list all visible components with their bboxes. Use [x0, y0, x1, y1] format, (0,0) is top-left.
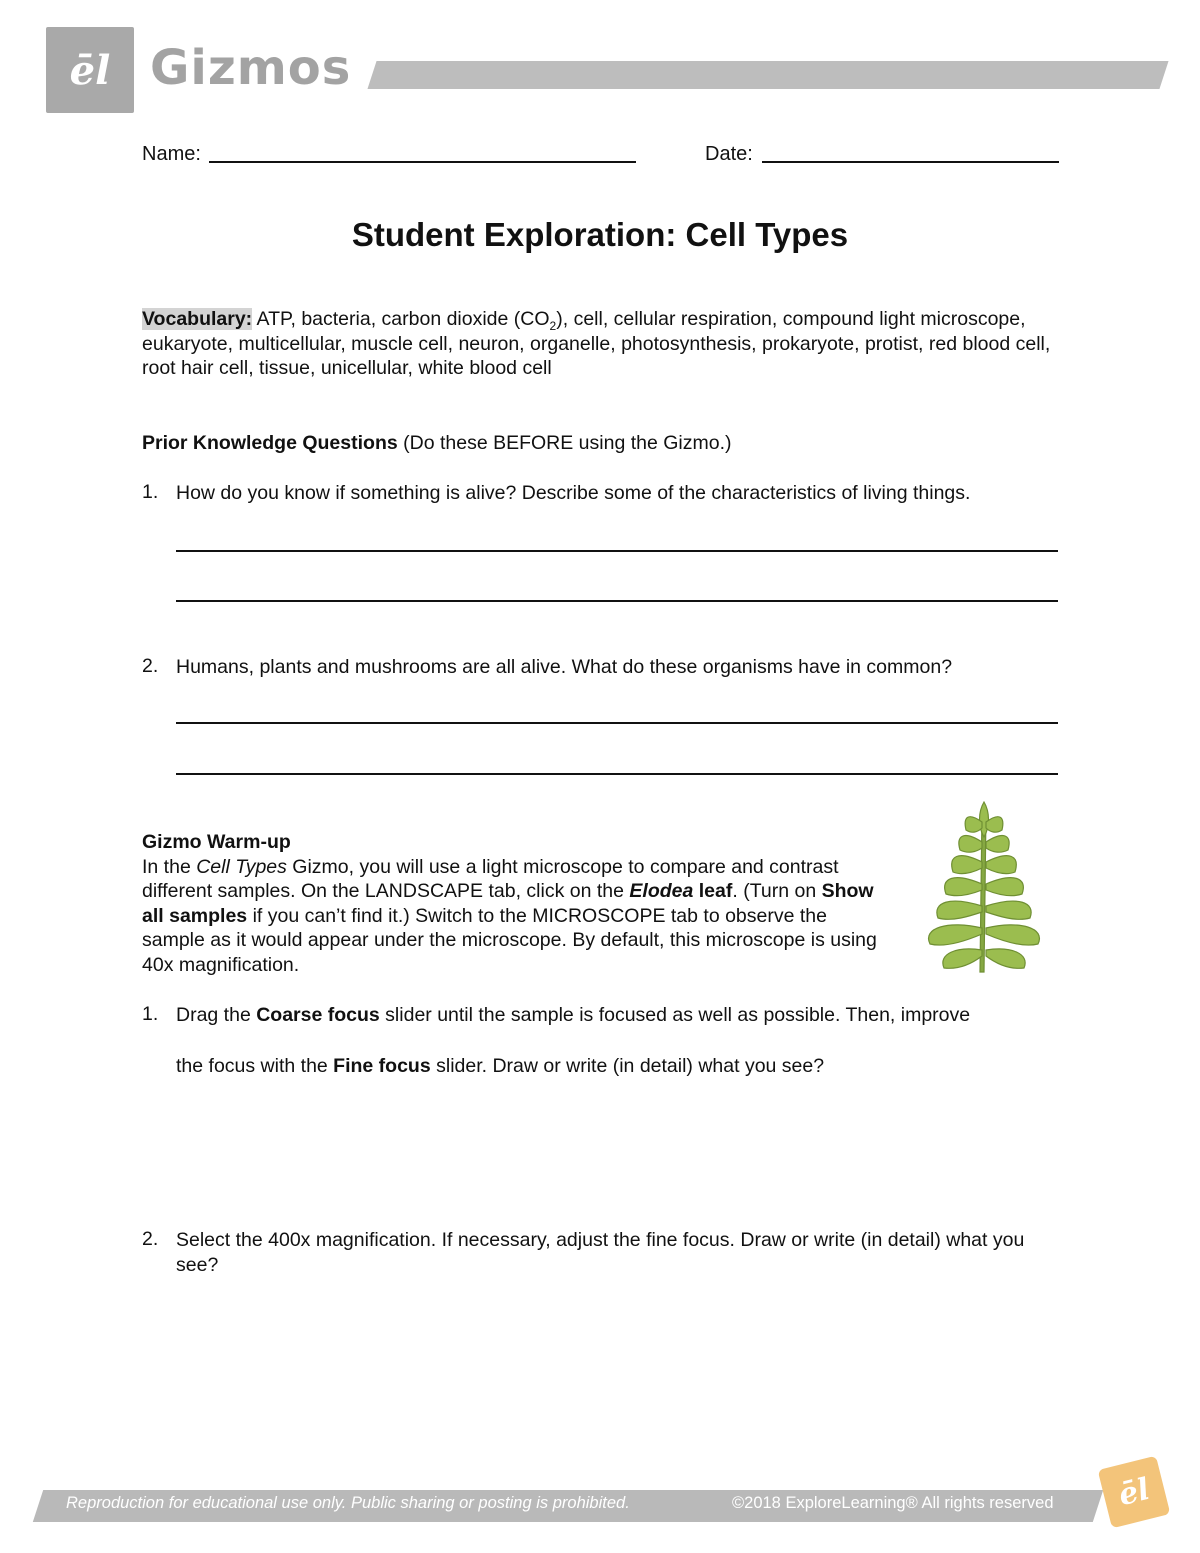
warmup-question-1-line-1 [176, 1003, 1066, 1028]
prior-knowledge-title: Prior Knowledge Questions [142, 432, 398, 454]
warmup-elodea: Elodea [629, 880, 694, 902]
warmup-leaf: leaf [693, 880, 733, 902]
prior-knowledge-heading [142, 431, 1062, 456]
vocabulary-text-b: ), cell, cellular respiration, compound light microscope, eukaryote, multicellular, muscle cell, neuron, organelle, photosynthesis, prokaryote, protist, red blood cell, root hair cell, tissue, unicellular, white blood cell [142, 308, 1051, 379]
warmup-gizmo-name: Cell Types [196, 855, 287, 878]
warmup-text: if you can’t find it.) Switch to the MICROSCOPE tab to observe the sample as it would appear under the microscope. By default, this microscope is using 40x magnification. [142, 904, 877, 976]
badge-glyph: ēl [1114, 1471, 1154, 1513]
q1-fine-focus: Fine focus [333, 1055, 431, 1077]
name-field[interactable] [209, 161, 636, 163]
warmup-text: . (Turn on [732, 880, 822, 902]
question-1-text: How do you know if something is alive? Describe some of the characteristics of living things. [176, 482, 971, 504]
q1-coarse-focus: Coarse focus [256, 1004, 380, 1026]
date-label: Date: [705, 143, 753, 165]
date-field[interactable] [762, 161, 1059, 163]
warmup-question-2-number: 2. [142, 1228, 159, 1250]
header-bar [367, 61, 1168, 89]
q1-text: the focus with the [176, 1055, 334, 1077]
answer-line[interactable] [176, 600, 1058, 602]
page-title: Student Exploration: Cell Types [351, 216, 849, 253]
logo-glyph: ēl [69, 46, 111, 94]
name-label: Name: [142, 143, 201, 165]
answer-line[interactable] [176, 773, 1058, 775]
explorelearning-logo [46, 27, 134, 113]
question-1-number: 1. [142, 481, 159, 503]
warmup-question-2-text: Select the 400x magnification. If necessary, adjust the fine focus. Draw or write (in detail) what you see? [176, 1229, 1025, 1276]
warmup-show-all-samples: Show all samples [142, 880, 874, 927]
q1-text: slider. Draw or write (in detail) what you see? [430, 1055, 825, 1077]
vocabulary-paragraph [142, 307, 1062, 381]
q1-text: slider until the sample is focused as well as possible. Then, improve [379, 1004, 971, 1026]
question-2-number: 2. [142, 655, 159, 677]
elodea-plant-illustration [908, 792, 1058, 974]
answer-line[interactable] [176, 550, 1058, 552]
warmup-text: Gizmo, you will use a light microscope to compare and contrast different samples. On the LANDSCAPE tab, click on the [142, 855, 839, 902]
brand-name: Gizmos [150, 40, 352, 96]
answer-line[interactable] [176, 722, 1058, 724]
warmup-question-1-number: 1. [142, 1003, 159, 1025]
prior-knowledge-note: (Do these BEFORE using the Gizmo.) [397, 432, 732, 454]
warmup-question-1-line-2 [176, 1054, 1066, 1079]
question-2-text: Humans, plants and mushrooms are all alive. What do these organisms have in common? [176, 656, 953, 678]
vocabulary-subscript: 2 [549, 318, 557, 333]
warmup-paragraph [142, 855, 882, 978]
q1-text: Drag the [176, 1004, 257, 1026]
vocabulary-label: Vocabulary: [142, 308, 253, 330]
warmup-heading: Gizmo Warm-up [142, 831, 291, 853]
footer-copyright: ©2018 ExploreLearning® All rights reserved [732, 1494, 1054, 1512]
warmup-text: In the [142, 855, 197, 878]
vocabulary-text-a: ATP, bacteria, carbon dioxide (CO [252, 308, 550, 330]
footer-reproduction-notice: Reproduction for educational use only. Public sharing or posting is prohibited. [66, 1494, 630, 1512]
explorelearning-badge [1098, 1456, 1171, 1529]
warmup-section [142, 830, 882, 977]
